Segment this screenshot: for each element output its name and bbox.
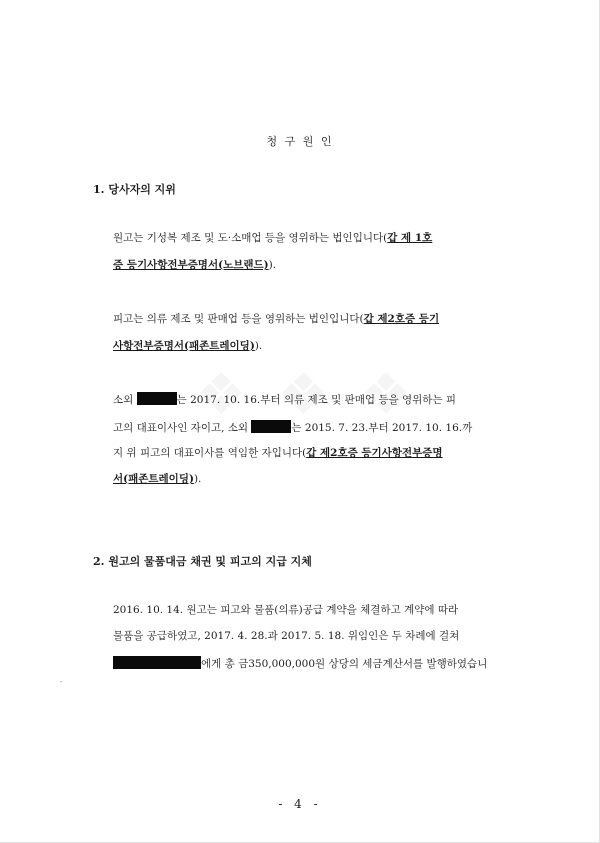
s2-p1-line1: 2016. 10. 14. 원고는 피고와 물품(의류)공급 계약을 체결하고 계약에 따라 (113, 604, 459, 616)
redaction-box (137, 392, 177, 405)
s1-p3-line4: 서(패존트레이딩)). (113, 473, 202, 485)
s1-p1-line1: 원고는 기성복 제조 및 도·소매업 등을 영위하는 법인입니다(갑 제 1호 (113, 232, 433, 244)
s1-p1-line2: 증 등기사항전부증명서(노브랜드)). (113, 259, 277, 271)
s1-p3-line1: 소외 는 2017. 10. 16.부터 의류 제조 및 판매업 등을 영위하는 피 (113, 394, 457, 406)
section-1-heading: 1. 당사자의 지위 (93, 183, 176, 196)
redaction-box (113, 656, 201, 669)
s2-p1-line2: 물품을 공급하였고, 2017. 4. 28.과 2017. 5. 18. 위임인은 두 차례에 걸쳐 (113, 630, 460, 642)
s1-p3-line2: 고의 대표이사인 자이고, 소외 는 2015. 7. 23.부터 2017. 10. 16.까 (113, 422, 473, 434)
s1-p2-line1: 피고는 의류 제조 및 판매업 등을 영위하는 법인입니다(갑 제2호증 등기 (113, 313, 440, 325)
document-title: 청 구 원 인 (266, 135, 334, 148)
redaction-box (251, 420, 291, 433)
s1-p2-line2: 사항전부증명서(패존트레이딩)). (113, 340, 263, 352)
page-number: - 4 - (278, 797, 322, 811)
section-2-heading: 2. 원고의 물품대금 채권 및 피고의 지급 지체 (93, 555, 312, 568)
s2-p1-line3: 에게 총 금350,000,000원 상당의 세금계산서를 발행하였습니 (113, 656, 487, 671)
s1-p3-line3: 지 위 피고의 대표이사를 역임한 자입니다(갑 제2호증 등기사항전부증명 (113, 447, 443, 459)
margin-mark: - (60, 678, 63, 686)
